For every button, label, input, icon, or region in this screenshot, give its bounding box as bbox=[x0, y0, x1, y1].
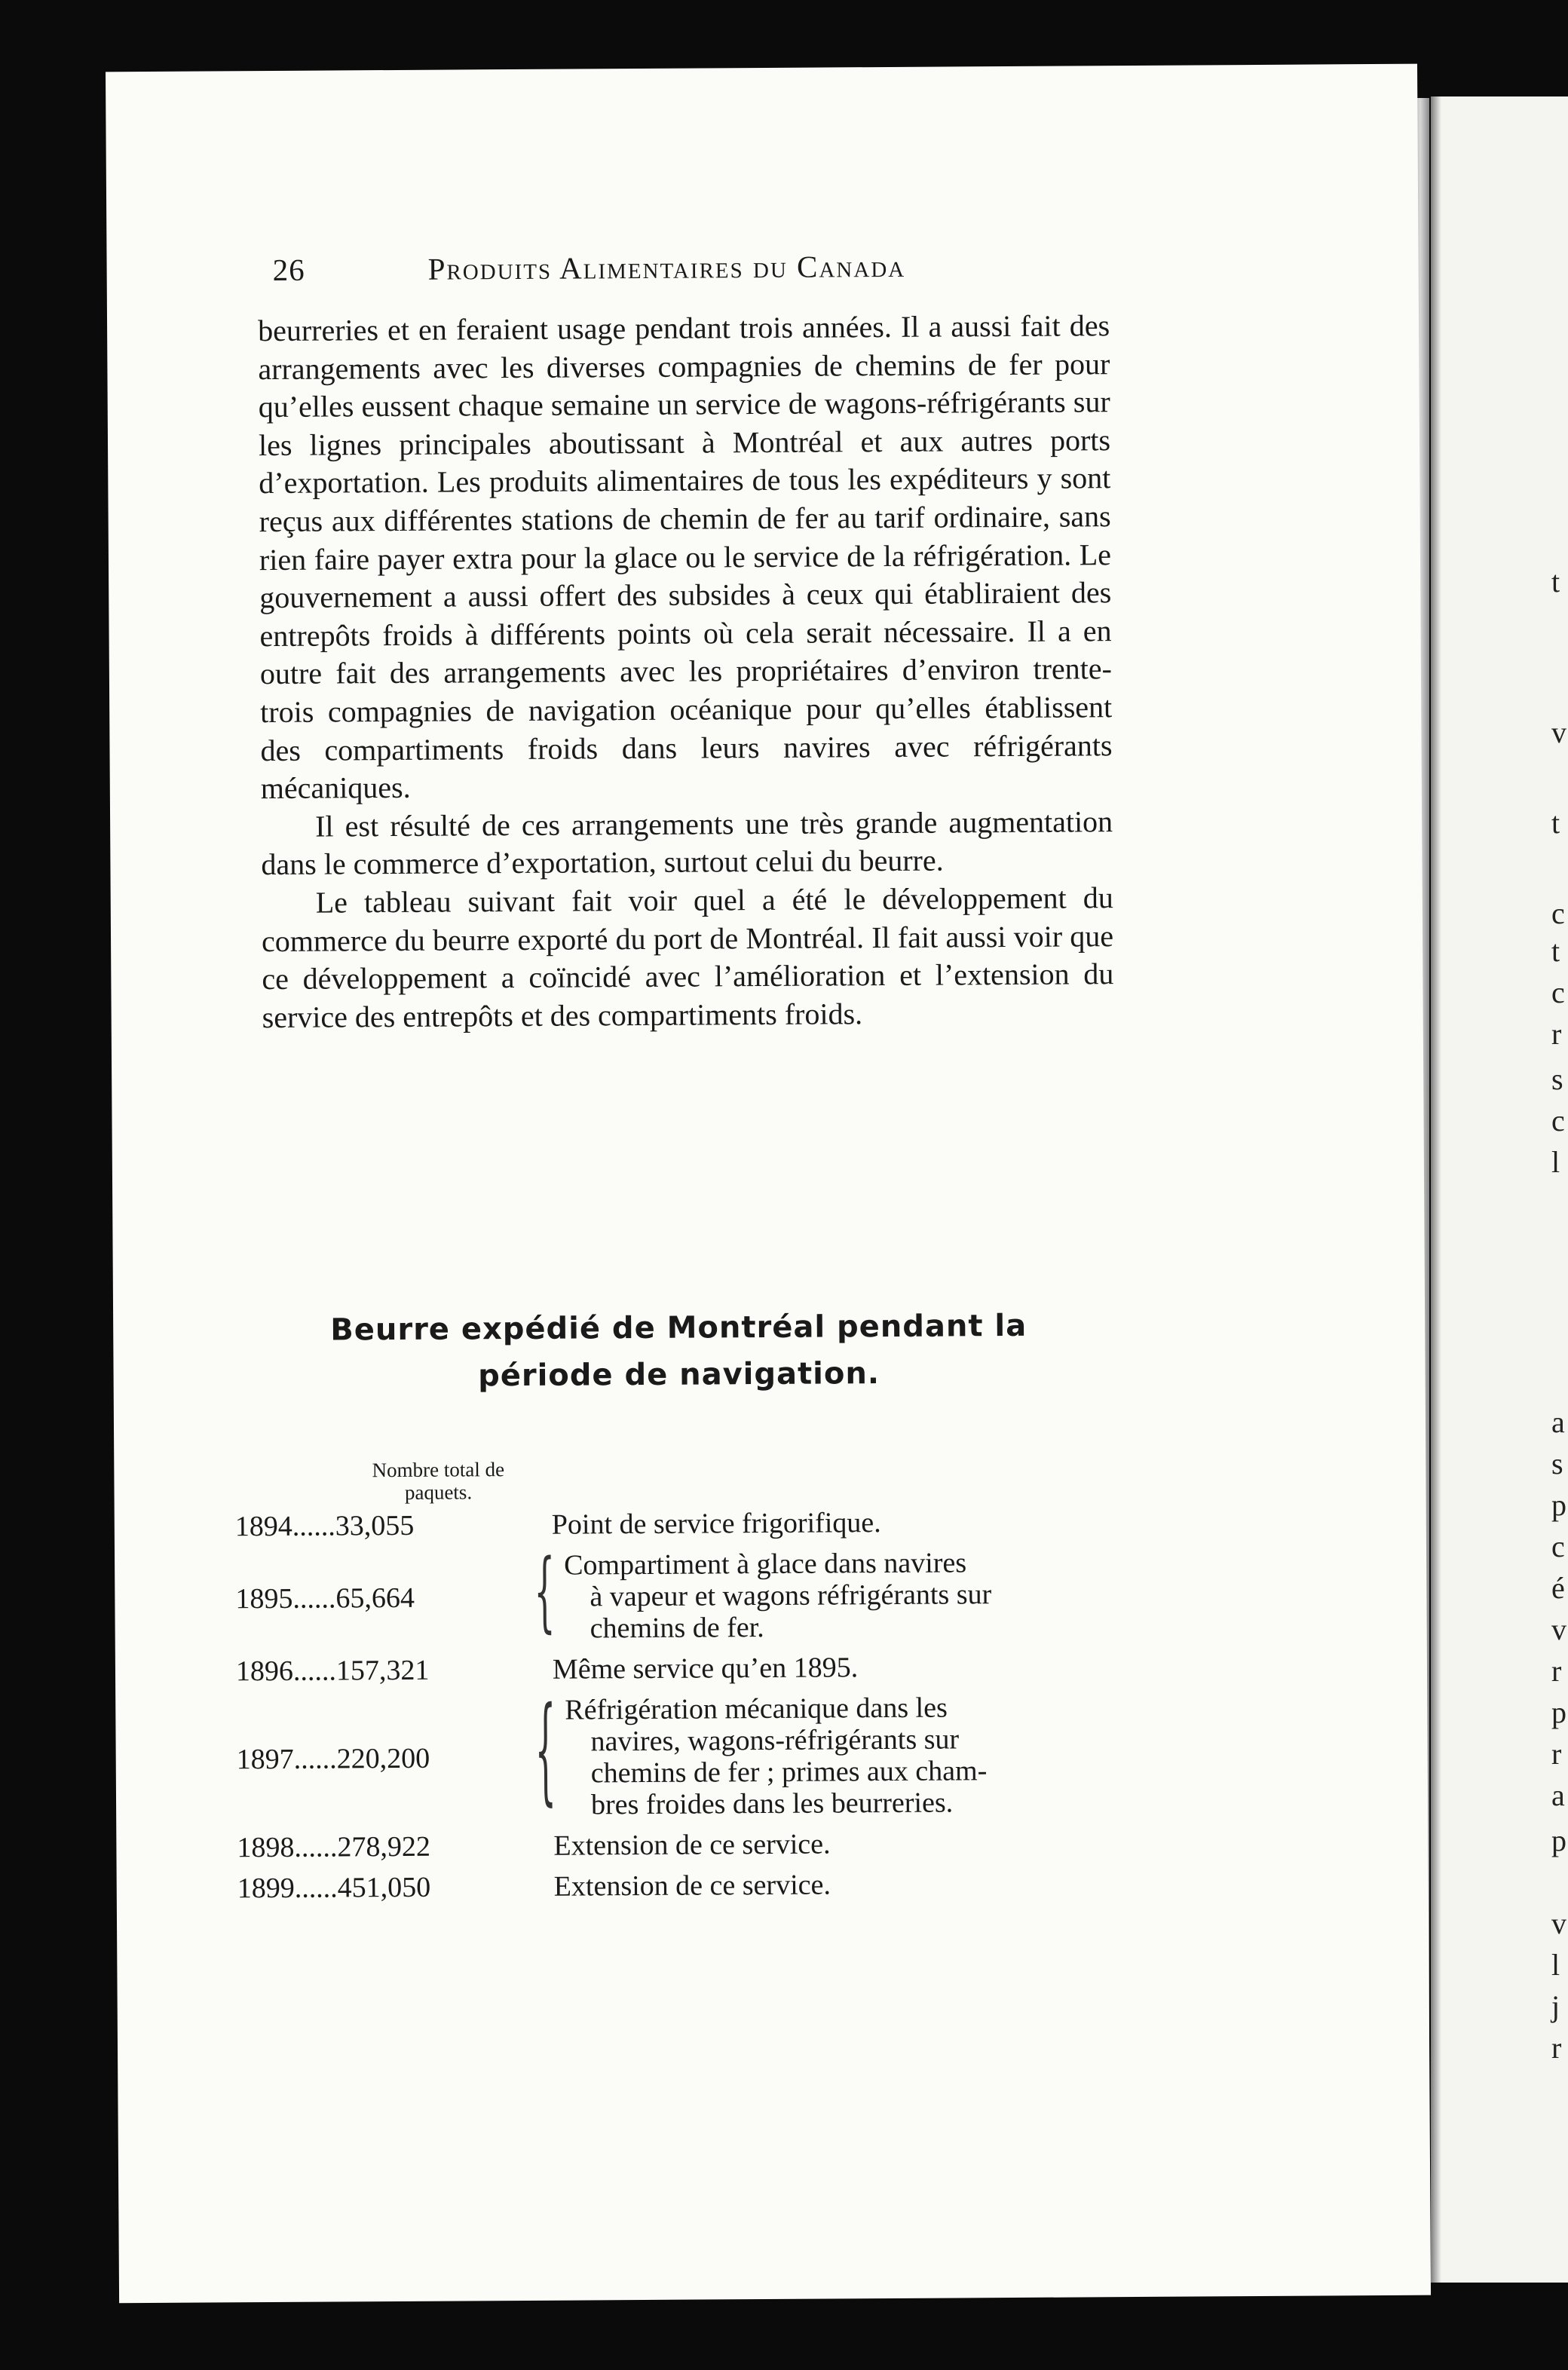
year-count: 1897......220,200 bbox=[236, 1742, 430, 1776]
table-title-line: Beurre expédié de Montréal pendant la bbox=[330, 1308, 1027, 1348]
adjacent-page-letter: p bbox=[1551, 1823, 1566, 1857]
row-description bbox=[564, 1546, 1107, 1644]
adjacent-page-letter: l bbox=[1551, 1145, 1560, 1179]
year-count: 1898......278,922 bbox=[237, 1830, 431, 1864]
adjacent-page-letter: t bbox=[1551, 565, 1560, 599]
book-page bbox=[106, 64, 1431, 2304]
adjacent-page-letter: r bbox=[1551, 1737, 1562, 1771]
row-description-line: chemins de fer ; primes aux cham- bbox=[590, 1755, 988, 1790]
row-description-line: Extension de ce service. bbox=[553, 1869, 831, 1903]
adjacent-page-letter: p bbox=[1551, 1488, 1566, 1522]
year-count: 1894......33,055 bbox=[234, 1509, 415, 1543]
table-row bbox=[235, 1542, 1186, 1647]
page-edge-shadow bbox=[1431, 96, 1441, 2283]
row-description-line: bres froides dans les beurreries. bbox=[590, 1787, 954, 1821]
adjacent-page-letter: s bbox=[1551, 1062, 1563, 1096]
adjacent-page-letter: s bbox=[1551, 1447, 1563, 1480]
adjacent-page-letter: é bbox=[1551, 1571, 1565, 1605]
paragraph: Le tableau suivant fait voir quel a été le développement du commerce du beurre exporté du port de Montréal. Il fait aussi voir que ce développement a coïncidé avec l’amélioration et l’extension du service des entrepôts et des compartiments froids. bbox=[261, 880, 1114, 1034]
row-description bbox=[565, 1691, 1108, 1820]
brace-glyph: { bbox=[533, 1542, 556, 1643]
adjacent-page-edge bbox=[1431, 96, 1568, 2283]
row-description-line: Point de service frigorifique. bbox=[551, 1507, 881, 1541]
row-description bbox=[553, 1650, 1095, 1685]
table-row bbox=[236, 1683, 1187, 1823]
adjacent-page-letter: t bbox=[1551, 934, 1560, 968]
adjacent-page-letter: a bbox=[1551, 1405, 1565, 1439]
year-count: 1899......451,050 bbox=[237, 1871, 431, 1905]
column-header: Nombre total de paquets. bbox=[372, 1458, 505, 1504]
year-count: 1895......65,664 bbox=[235, 1582, 415, 1615]
adjacent-page-letter: v bbox=[1551, 1906, 1566, 1940]
adjacent-page-letter: l bbox=[1551, 1948, 1560, 1982]
adjacent-page-letter: r bbox=[1551, 1017, 1562, 1051]
row-description-line: Extension de ce service. bbox=[553, 1828, 831, 1862]
brace-glyph: { bbox=[534, 1683, 557, 1819]
adjacent-page-letter: v bbox=[1551, 1612, 1566, 1646]
table-row bbox=[235, 1505, 1185, 1543]
year-count: 1896......157,321 bbox=[235, 1654, 430, 1688]
table-row bbox=[236, 1650, 1186, 1688]
running-head: Produits Alimentaires du Canada bbox=[427, 248, 906, 286]
adjacent-page-letter: c bbox=[1551, 1529, 1565, 1563]
adjacent-page-letter: r bbox=[1551, 2031, 1562, 2065]
row-description-line: à vapeur et wagons réfrigérants sur bbox=[590, 1578, 992, 1613]
adjacent-page-letter: p bbox=[1551, 1695, 1566, 1729]
table-row bbox=[237, 1826, 1187, 1864]
row-description-line: navires, wagons-réfrigérants sur bbox=[590, 1723, 960, 1758]
page-header bbox=[272, 246, 1147, 287]
row-description bbox=[552, 1505, 1095, 1540]
body-text bbox=[258, 307, 1114, 1036]
adjacent-page-letter: j bbox=[1551, 1989, 1560, 2023]
adjacent-page-letter: t bbox=[1551, 806, 1560, 840]
adjacent-page-letter: c bbox=[1551, 1104, 1565, 1138]
adjacent-page-letter: c bbox=[1551, 975, 1565, 1009]
adjacent-page-letter: a bbox=[1551, 1778, 1565, 1812]
adjacent-page-letter: c bbox=[1551, 896, 1565, 930]
table-row bbox=[237, 1867, 1187, 1905]
row-description-line: Même service qu’en 1895. bbox=[552, 1652, 859, 1686]
row-description bbox=[553, 1826, 1096, 1861]
table-title bbox=[249, 1302, 1109, 1401]
row-description bbox=[554, 1867, 1097, 1902]
adjacent-page-letter: r bbox=[1551, 1654, 1562, 1688]
page-number: 26 bbox=[272, 252, 305, 287]
row-description-line: chemins de fer. bbox=[590, 1612, 764, 1645]
paragraph: beurreries et en feraient usage pendant trois années. Il a aussi fait des arrangements avec les diverses compagnies de chemins de fer pour qu’elles eussent chaque semaine un service de wagons-réfrigérants sur les lignes principales aboutissant à Montréal et aux autres ports d’exportation. Les produits alimentaires de tous les expéditeurs y sont reçus aux différentes stations de chemin de fer au tarif ordinaire, sans rien faire payer extra pour la glace ou le service de la réfrigération. Le gouvernement a aussi offert des subsides à ceux qui établiraient des entrepôts froids à différents points où cela serait nécessaire. Il a en outre fait des arrangements avec les propriétaires d’environ trente-trois compagnies de navigation océanique pour qu’elles établissent des compartiments froids dans leurs navires avec réfrigérants mécaniques. bbox=[257, 308, 1113, 806]
table-rows bbox=[234, 1505, 1185, 1905]
row-description-line: Compartiment à glace dans navires bbox=[564, 1547, 967, 1582]
table-title-line: période de navigation. bbox=[477, 1356, 880, 1394]
adjacent-page-letter: v bbox=[1551, 715, 1566, 749]
row-description-line: Réfrigération mécanique dans les bbox=[565, 1692, 948, 1726]
paragraph: Il est résulté de ces arrangements une très grande augmentation dans le commerce d’exportation, surtout celui du beurre. bbox=[261, 804, 1113, 882]
